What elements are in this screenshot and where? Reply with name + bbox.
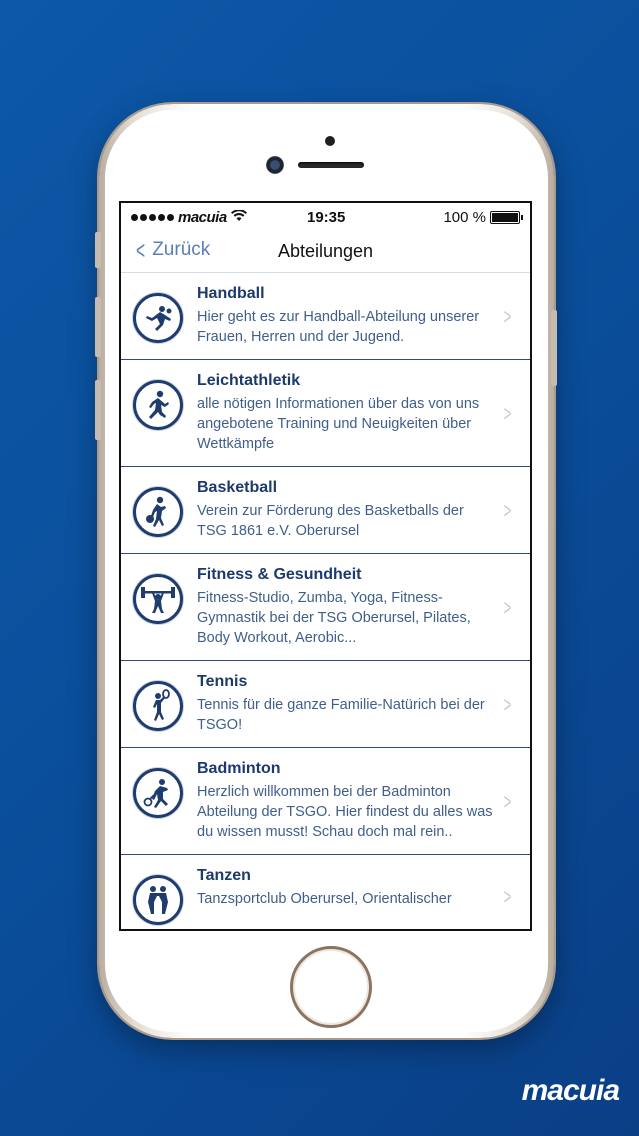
chevron-right-icon: >: [503, 498, 512, 523]
app-screen: [119, 201, 532, 931]
side-button-left-1: [95, 232, 101, 268]
chevron-left-icon: <: [136, 235, 146, 265]
athletics-icon: [133, 380, 183, 430]
chevron-right-icon: >: [503, 304, 512, 329]
badminton-icon: [133, 768, 183, 818]
wifi-icon: [231, 209, 247, 225]
item-title: Basketball: [197, 479, 278, 496]
basketball-icon: [133, 487, 183, 537]
chevron-right-icon: >: [503, 692, 512, 717]
chevron-right-icon: >: [503, 789, 512, 814]
signal-dots-icon: [131, 214, 174, 221]
list-item-tanzen[interactable]: [121, 855, 530, 931]
item-description: Verein zur Förderung des Basketballs der TSG 1861 e.V. Oberursel: [197, 503, 464, 539]
chevron-right-icon: >: [503, 401, 512, 426]
battery-percent: 100 %: [443, 208, 486, 226]
battery-icon: [490, 211, 520, 224]
page-title: Abteilungen: [277, 241, 374, 261]
item-description: Herzlich willkommen bei der Badminton Abteilung der TSGO. Hier findest du alles was du wissen musst! Schau doch mal rein..: [197, 784, 493, 840]
list-item-badminton[interactable]: [121, 748, 530, 855]
chevron-right-icon: >: [503, 595, 512, 620]
status-time: 19:35: [307, 209, 346, 226]
item-description: Tanzsportclub Oberursel, Orientalischer: [197, 891, 452, 907]
item-description: Fitness-Studio, Zumba, Yoga, Fitness-Gymnastik bei der TSG Oberursel, Pilates, Body Workout, Aerobic...: [197, 590, 471, 646]
item-title: Leichtathletik: [197, 372, 301, 389]
weightlifting-icon: [133, 574, 183, 624]
side-button-right: [551, 310, 557, 386]
status-bar: [121, 203, 530, 231]
home-button[interactable]: [290, 946, 372, 1028]
handball-icon: [133, 293, 183, 343]
item-title: Handball: [197, 285, 265, 302]
navigation-bar: [121, 231, 530, 273]
side-button-left-2: [95, 297, 101, 357]
item-description: Hier geht es zur Handball-Abteilung unserer Frauen, Herren und der Jugend.: [197, 309, 480, 345]
item-description: Tennis für die ganze Familie-Natürich bei der TSGO!: [197, 697, 485, 733]
item-description: alle nötigen Informationen über das von uns angebotene Training und Neuigkeiten über Wettkämpfe: [197, 396, 480, 452]
item-title: Tennis: [197, 673, 248, 690]
chevron-right-icon: >: [503, 884, 512, 909]
item-title: Badminton: [197, 760, 281, 777]
front-camera: [266, 156, 284, 174]
departments-list: [121, 273, 530, 931]
side-button-left-3: [95, 380, 101, 440]
tennis-icon: [133, 681, 183, 731]
list-item-fitness[interactable]: [121, 554, 530, 661]
list-item-handball[interactable]: [121, 273, 530, 360]
list-item-tennis[interactable]: [121, 661, 530, 748]
item-title: Fitness & Gesundheit: [197, 566, 362, 583]
list-item-basketball[interactable]: [121, 467, 530, 554]
back-label: Zurück: [152, 239, 211, 260]
earpiece-speaker: [298, 162, 364, 168]
dance-icon: [133, 875, 183, 925]
brand-logo: macuia: [521, 1074, 619, 1107]
list-item-leichtathletik[interactable]: [121, 360, 530, 467]
sensor-dot: [325, 136, 335, 146]
carrier-name: macuia: [178, 208, 227, 226]
item-title: Tanzen: [197, 867, 251, 884]
